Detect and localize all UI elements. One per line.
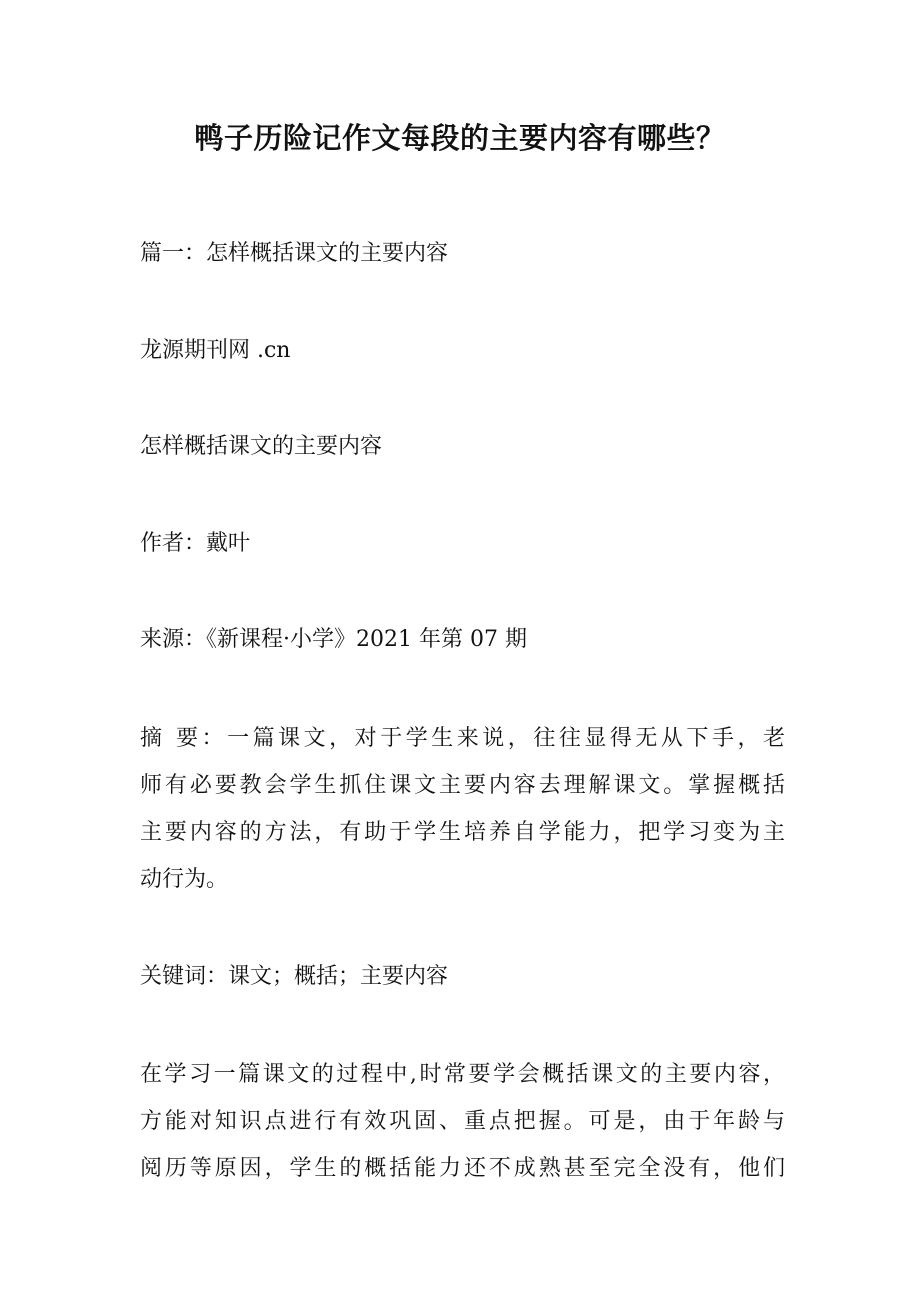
site-name: 龙源期刊网 .cn	[140, 338, 291, 363]
keywords-line: 关键词：课文；概括；主要内容	[140, 964, 449, 989]
body-line: 方能对知识点进行有效巩固、重点把握。可是，由于年龄与	[140, 1109, 785, 1134]
body-line: 阅历等原因，学生的概括能力还不成熟甚至完全没有，他们	[140, 1156, 785, 1181]
body-line: 在学习一篇课文的过程中,时常要学会概括课文的主要内容，	[140, 1062, 785, 1087]
abstract-line: 摘 要：一篇课文，对于学生来说，往往显得无从下手，老	[140, 726, 785, 751]
section-heading: 篇一：怎样概括课文的主要内容	[140, 241, 449, 266]
abstract-line: 动行为。	[140, 867, 229, 892]
source-line: 来源：《新课程·小学》2021 年第 07 期	[140, 627, 527, 652]
abstract-paragraph	[140, 715, 785, 903]
author-line: 作者：戴叶	[140, 531, 251, 556]
body-paragraph	[140, 1051, 785, 1192]
article-title: 怎样概括课文的主要内容	[140, 434, 383, 459]
document-title: 鸭子历险记作文每段的主要内容有哪些？	[194, 121, 726, 155]
abstract-line: 主要内容的方法，有助于学生培养自学能力，把学习变为主	[140, 820, 785, 845]
abstract-line: 师有必要教会学生抓住课文主要内容去理解课文。掌握概括	[140, 773, 785, 798]
